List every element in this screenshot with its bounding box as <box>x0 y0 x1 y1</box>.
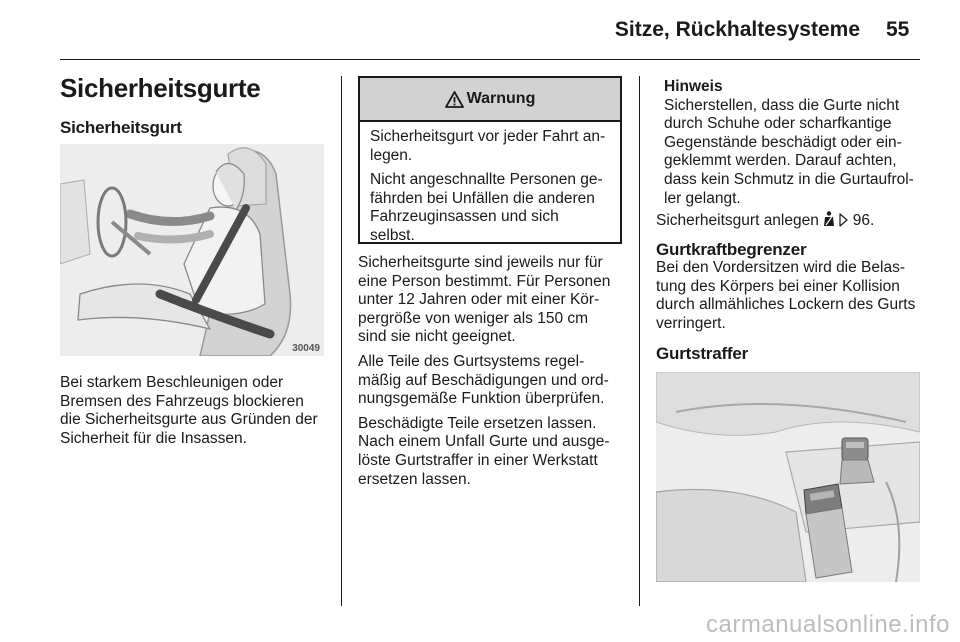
text-line: durch Schuhe oder scharfkantige <box>664 115 892 133</box>
text-line: geklemmt werden. Darauf achten, <box>664 152 897 170</box>
text-line: Beschädigte Teile ersetzen lassen. <box>358 414 597 432</box>
text-line: nungsgemäße Funktion überprüfen. <box>358 390 605 408</box>
warning-box <box>358 76 622 244</box>
seatbelt-person-icon <box>823 211 835 227</box>
text-line: dass kein Schmutz in die Gurtaufrol- <box>664 170 914 188</box>
text-line: Bei den Vordersitzen wird die Belas- <box>656 259 905 276</box>
warning-header <box>360 78 620 122</box>
warning-paragraph-2 <box>370 171 612 245</box>
col2-paragraph-2 <box>358 353 633 409</box>
tensioner-heading: Gurtstraffer <box>656 344 749 363</box>
warning-title: Warnung <box>466 90 536 107</box>
text-line: pergröße von weniger als 150 cm <box>358 309 589 327</box>
note-block <box>664 78 926 208</box>
col2-body <box>358 254 633 495</box>
col2-paragraph-1 <box>358 254 633 347</box>
text-line: sind sie nicht geeignet. <box>358 328 516 346</box>
column-divider-2 <box>639 76 640 606</box>
warning-triangle-icon <box>445 91 464 108</box>
text-line: fährden bei Unfällen die anderen <box>370 189 595 207</box>
image-code: 30049 <box>292 343 320 354</box>
text-line: legen. <box>370 146 413 164</box>
subsection-heading: Sicherheitsgurt <box>60 118 182 137</box>
column-divider-1 <box>341 76 342 606</box>
warning-paragraph-1 <box>370 128 612 165</box>
section-heading: Sicherheitsgurte <box>60 73 261 103</box>
text-line: mäßig auf Beschädigungen und ord- <box>358 371 609 389</box>
col2-paragraph-3 <box>358 415 633 489</box>
note-title: Hinweis <box>664 78 723 95</box>
text-line: Gegenstände beschädigt oder ein- <box>664 133 902 151</box>
header-rule <box>60 59 920 60</box>
page-number: 55 <box>886 18 910 41</box>
text-line: ler gelangt. <box>664 189 741 207</box>
text-line: Sicherheit für die Insassen. <box>60 429 247 447</box>
col1-paragraph <box>60 374 330 448</box>
text-line: selbst. <box>370 226 415 244</box>
seatbelt-illustration <box>60 144 324 356</box>
text-line: ersetzen lassen. <box>358 470 471 488</box>
warning-body <box>360 122 620 246</box>
text-line: Bei starkem Beschleunigen oder <box>60 374 284 391</box>
page-reference-arrow-icon <box>839 213 848 227</box>
running-header-title: Sitze, Rückhaltesysteme <box>614 18 860 41</box>
text-line: die Sicherheitsgurte aus Gründen der <box>60 411 318 429</box>
text-line: Sicherheitsgurte sind jeweils nur für <box>358 254 603 271</box>
text-line: verringert. <box>656 314 726 332</box>
text-line: durch allmähliches Lockern des Gurts <box>656 296 916 314</box>
limiter-paragraph <box>656 259 931 333</box>
fasten-text: Sicherheitsgurt anlegen <box>656 212 819 229</box>
buckle-illustration <box>656 372 920 582</box>
text-line: unter 12 Jahren oder mit einer Kör- <box>358 291 600 309</box>
text-line: Bremsen des Fahrzeugs blockieren <box>60 392 304 410</box>
fasten-reference-line <box>656 211 926 231</box>
text-line: Nicht angeschnallte Personen ge- <box>370 171 603 189</box>
text-line: Nach einem Unfall Gurte und ausge- <box>358 433 610 451</box>
text-line: löste Gurtstraffer in einer Werkstatt <box>358 451 598 469</box>
watermark-link[interactable]: carmanualsonline.info <box>706 611 950 638</box>
limiter-heading: Gurtkraftbegrenzer <box>656 240 807 259</box>
text-line: eine Person bestimmt. Für Personen <box>358 272 611 290</box>
text-line: Alle Teile des Gurtsystems regel- <box>358 352 585 370</box>
text-line: Sicherstellen, dass die Gurte nicht <box>664 96 900 114</box>
text-line: tung des Körpers bei einer Kollision <box>656 277 900 295</box>
text-line: Sicherheitsgurt vor jeder Fahrt an- <box>370 128 606 145</box>
fasten-page-ref[interactable]: 96. <box>852 212 875 229</box>
text-line: Fahrzeuginsassen und sich <box>370 208 559 226</box>
